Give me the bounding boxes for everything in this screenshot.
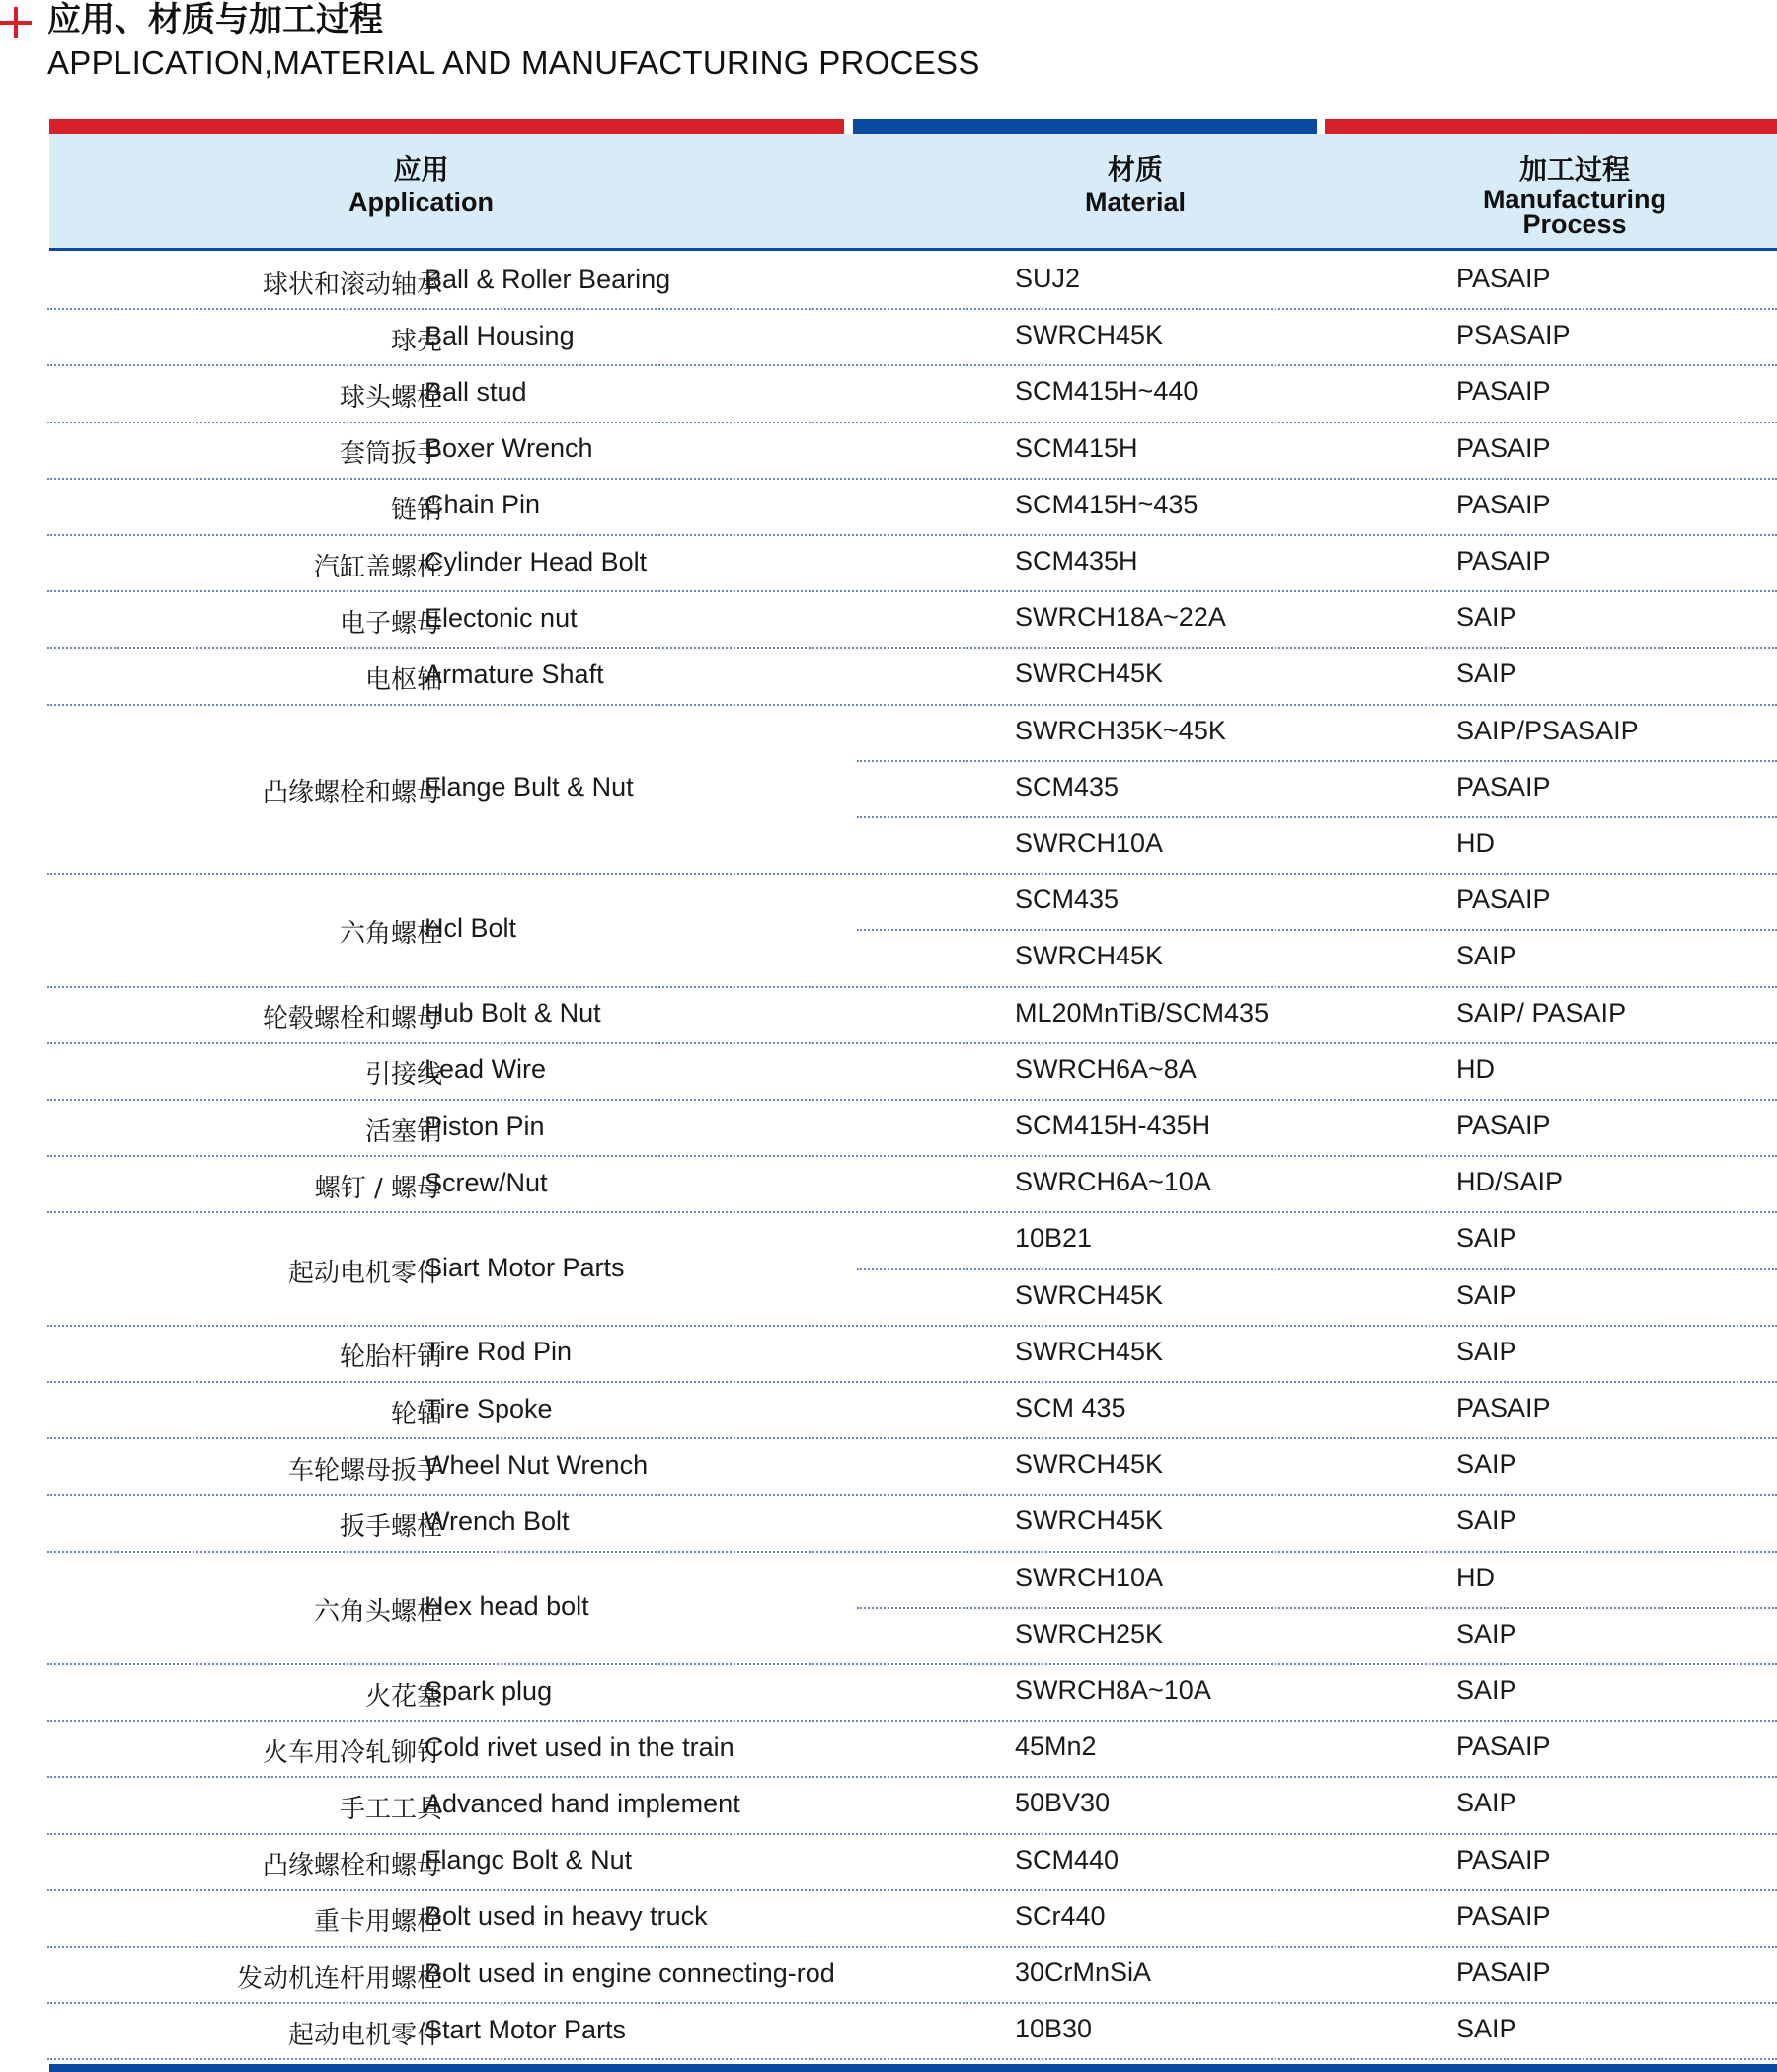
page-title-zh: 应用、材质与加工过程 (47, 0, 383, 39)
application-en: Hub Bolt & Nut (425, 998, 601, 1029)
process-cell: PASAIP (1456, 432, 1551, 463)
process-cell: SAIP (1456, 1336, 1517, 1366)
application-en: Flangc Bolt & Nut (425, 1845, 633, 1876)
material-cell: SCM415H-435H (1015, 1111, 1211, 1140)
application-zh: 电枢轴 (364, 664, 442, 695)
application-en: Flange Bult & Nut (425, 772, 634, 803)
process-cell: PASAIP (1456, 1393, 1551, 1422)
table-row (47, 1439, 1777, 1496)
application-zh: 轮胎杆销 (339, 1343, 442, 1373)
application-zh: 球头螺栓 (339, 382, 442, 413)
process-cell: PASAIP (1456, 1731, 1551, 1762)
material-cell: SCM415H (1015, 432, 1138, 463)
application-en: Spark plug (425, 1675, 553, 1706)
red-bar-left (49, 119, 844, 134)
application-en: Hcl Bolt (425, 913, 517, 944)
process-cell: SAIP (1456, 658, 1517, 689)
process-cell: PASAIP (1456, 1111, 1551, 1140)
material-cell: SWRCH45K (1015, 320, 1164, 350)
table-row (47, 1327, 1777, 1383)
application-en: Bolt used in heavy truck (425, 1901, 708, 1932)
application-en: Wrench Bolt (425, 1505, 570, 1536)
application-en: Piston Pin (425, 1111, 545, 1141)
application-zh: 车轮螺母扳手 (287, 1455, 442, 1486)
process-cell: SAIP/ PASAIP (1456, 997, 1627, 1028)
application-en: Cold rivet used in the train (425, 1731, 734, 1762)
page-title-en: APPLICATION,MATERIAL AND MANUFACTURING PROCESS (47, 44, 980, 81)
material-cell: SWRCH10A (1015, 828, 1164, 858)
application-zh: 汽缸盖螺栓 (313, 552, 442, 582)
material-cell: SWRCH45K (1015, 1449, 1164, 1480)
process-cell: SAIP (1456, 1675, 1517, 1705)
sub-row-divider (857, 875, 1777, 931)
material-cell: SUJ2 (1015, 264, 1081, 293)
material-cell: 30CrMnSiA (1015, 1957, 1152, 1987)
red-bar-right (1325, 119, 1777, 134)
application-zh: 手工工具 (339, 1794, 442, 1824)
application-en: Tire Spoke (425, 1393, 553, 1423)
material-cell: SWRCH6A~10A (1015, 1167, 1211, 1197)
process-cell: PASAIP (1456, 546, 1551, 576)
table-row (47, 1778, 1777, 1834)
application-en: Chain Pin (425, 490, 541, 520)
header-application-en: Application (348, 188, 494, 217)
material-cell: SCM440 (1015, 1844, 1120, 1875)
table-row (47, 1044, 1777, 1101)
table-row (47, 1665, 1777, 1722)
header-process (1333, 152, 1777, 237)
bottom-bar (49, 2064, 1777, 2072)
application-zh: 电子螺母 (339, 608, 442, 639)
material-cell: SWRCH8A~10A (1015, 1675, 1211, 1705)
material-cell: SWRCH10A (1015, 1562, 1164, 1592)
material-cell: SCM415H~435 (1015, 489, 1198, 519)
application-en: Ball & Roller Bearing (425, 264, 671, 294)
material-cell: SWRCH25K (1015, 1618, 1164, 1649)
application-zh: 起动电机零件 (287, 1258, 442, 1288)
material-cell: 50BV30 (1015, 1788, 1111, 1818)
process-cell: SAIP (1456, 1505, 1517, 1536)
application-zh: 球状和滚动轴承 (262, 269, 442, 300)
process-cell: HD (1456, 828, 1495, 858)
application-en: Ball Housing (425, 320, 575, 350)
application-en: Armature Shaft (425, 658, 604, 689)
process-cell: PASAIP (1456, 1844, 1551, 1875)
material-cell: SWRCH45K (1015, 658, 1164, 689)
application-zh: 扳手螺栓 (339, 1511, 442, 1542)
application-zh: 发动机连杆用螺栓 (236, 1963, 442, 1994)
table-row (47, 2004, 1777, 2060)
process-cell: PASAIP (1456, 884, 1551, 915)
process-cell: SAIP (1456, 1223, 1517, 1254)
table-row (47, 1496, 1777, 1552)
material-cell: SWRCH45K (1015, 1505, 1164, 1536)
sub-row-divider (857, 762, 1777, 818)
application-zh: 螺钉 / 螺母 (314, 1173, 442, 1203)
material-cell: SCM435 (1015, 771, 1120, 802)
header-application-zh: 应用 (393, 153, 449, 186)
application-zh: 活塞销 (364, 1116, 442, 1147)
process-cell: SAIP (1456, 1279, 1517, 1310)
process-cell: SAIP/PSASAIP (1456, 715, 1639, 745)
process-cell: PASAIP (1456, 1957, 1551, 1987)
application-zh: 重卡用螺栓 (313, 1907, 442, 1938)
application-en: Siart Motor Parts (425, 1252, 625, 1282)
process-cell: SAIP (1456, 2014, 1517, 2044)
process-cell: PASAIP (1456, 264, 1551, 293)
process-cell: HD (1456, 1053, 1495, 1084)
material-cell: 10B21 (1015, 1223, 1093, 1254)
application-en: Electonic nut (425, 602, 578, 633)
table-row (47, 592, 1777, 649)
material-cell: 10B30 (1015, 2014, 1093, 2044)
application-en: Hex head bolt (425, 1590, 589, 1621)
material-cell: SWRCH35K~45K (1015, 715, 1226, 745)
application-en: Start Motor Parts (425, 2014, 627, 2044)
application-zh: 球壳 (390, 326, 442, 356)
application-zh: 六角螺栓 (339, 919, 442, 950)
application-zh: 火车用冷轧铆钉 (262, 1737, 442, 1768)
material-cell: SCM435H (1015, 546, 1138, 576)
process-cell: HD/SAIP (1456, 1167, 1564, 1197)
process-cell: PASAIP (1456, 1900, 1551, 1931)
process-cell: SAIP (1456, 1449, 1517, 1480)
header-process-zh: 加工过程 (1518, 153, 1630, 186)
material-cell: SWRCH45K (1015, 1336, 1164, 1366)
process-cell: PASAIP (1456, 376, 1551, 407)
header-material-en: Material (1084, 188, 1187, 217)
application-en: Screw/Nut (425, 1167, 548, 1197)
table-header (49, 134, 1777, 251)
application-zh: 火花塞 (364, 1681, 442, 1712)
process-cell: PSASAIP (1456, 320, 1571, 350)
material-cell: SCM415H~440 (1015, 376, 1198, 407)
application-en: Ball stud (425, 376, 527, 407)
header-process-en-1: Manufacturing (1483, 185, 1666, 214)
header-material-zh: 材质 (1107, 153, 1163, 186)
material-cell: SWRCH6A~8A (1015, 1053, 1197, 1084)
blue-bar-middle (853, 119, 1317, 134)
material-cell: SWRCH45K (1015, 1279, 1164, 1310)
process-cell: SAIP (1456, 1618, 1517, 1649)
application-en: Wheel Nut Wrench (425, 1449, 649, 1480)
header-material (888, 152, 1382, 217)
process-cell: SAIP (1456, 602, 1517, 633)
sub-row-divider (857, 706, 1777, 762)
process-cell: SAIP (1456, 1788, 1517, 1818)
process-cell: SAIP (1456, 941, 1517, 971)
application-zh: 链销 (390, 496, 442, 526)
application-zh: 六角头螺栓 (313, 1596, 442, 1627)
material-cell: SCM435 (1015, 884, 1120, 915)
application-en: Lead Wire (425, 1054, 547, 1085)
table-row (47, 649, 1777, 705)
process-cell: HD (1456, 1562, 1495, 1592)
header-process-en-2: Process (1522, 209, 1627, 239)
application-zh: 引接线 (364, 1060, 442, 1091)
process-cell: PASAIP (1456, 489, 1551, 519)
material-cell: SWRCH18A~22A (1015, 602, 1226, 633)
application-zh: 套筒扳手 (339, 439, 442, 470)
material-cell: SCr440 (1015, 1900, 1106, 1931)
application-en: Advanced hand implement (425, 1788, 740, 1818)
plus-icon (0, 6, 34, 39)
material-cell: 45Mn2 (1015, 1731, 1097, 1762)
header-application (49, 152, 793, 217)
application-en: Boxer Wrench (425, 433, 593, 464)
process-cell: PASAIP (1456, 771, 1551, 802)
application-en: Bolt used in engine connecting-rod (425, 1957, 835, 1988)
application-en: Tire Rod Pin (425, 1337, 573, 1367)
material-cell: ML20MnTiB/SCM435 (1015, 997, 1270, 1028)
application-zh: 凸缘螺栓和螺母 (262, 778, 442, 808)
material-cell: SCM 435 (1015, 1393, 1126, 1422)
sub-row-divider (857, 1213, 1777, 1269)
sub-row-divider (857, 1553, 1777, 1609)
application-en: Cylinder Head Bolt (425, 546, 648, 576)
application-zh: 起动电机零件 (287, 2020, 442, 2050)
application-zh: 轮毂螺栓和螺母 (262, 1004, 442, 1035)
application-zh: 轮辐 (390, 1399, 442, 1429)
application-zh: 凸缘螺栓和螺母 (262, 1851, 442, 1881)
material-cell: SWRCH45K (1015, 941, 1164, 971)
